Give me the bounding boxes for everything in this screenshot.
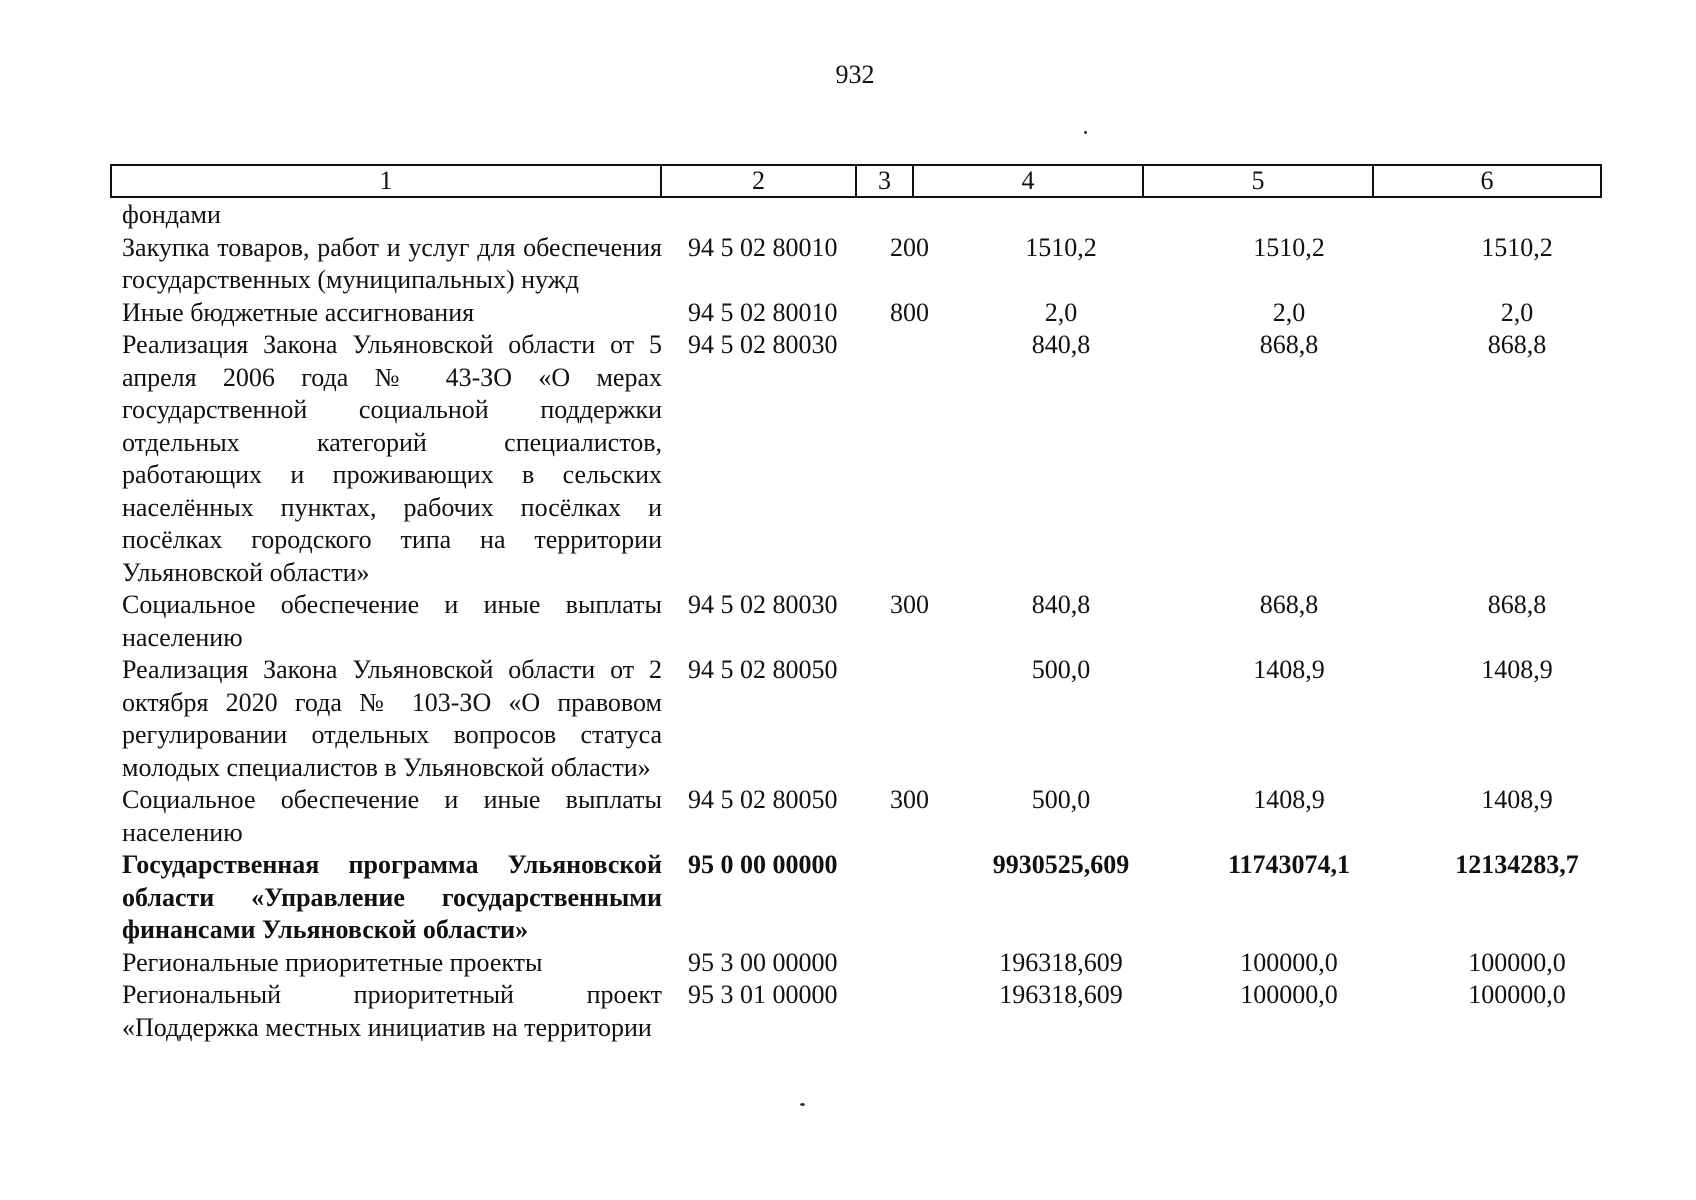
row-name: Региональные приоритетные проекты: [122, 947, 543, 977]
page-number: 932: [835, 60, 875, 89]
row-value-col4: 840,8: [1031, 590, 1091, 619]
row-value-col6: 100000,0: [1468, 980, 1566, 1009]
row-value-col6: 868,8: [1487, 330, 1547, 359]
row-code: 94 5 02 80050: [688, 655, 838, 684]
row-value-col6: 100000,0: [1468, 947, 1566, 977]
row-value-col4: 2,0: [1044, 297, 1078, 327]
table-row: [110, 199, 1631, 232]
table-row: [110, 297, 1631, 330]
column-header-3: 3: [856, 165, 913, 197]
row-expense-type: [884, 329, 947, 589]
row-code: 95 3 00 00000: [688, 947, 838, 977]
row-expense-type: 800: [890, 297, 929, 327]
row-value-col6: 2,0: [1500, 297, 1534, 327]
row-value-col5: 868,8: [1259, 330, 1319, 359]
row-code: 95 0 00 00000: [688, 850, 838, 879]
row-name: фондами: [122, 200, 221, 229]
row-expense-type: 200: [890, 232, 929, 262]
table-row: [110, 979, 1631, 1044]
row-value-col4: 840,8: [1031, 330, 1091, 359]
row-name: Закупка товаров, работ и услуг для обеспечения государственных (муниципальных) нужд: [122, 232, 662, 294]
table-row: [110, 589, 1631, 654]
row-code: 94 5 02 80050: [688, 785, 838, 814]
row-value-col4: 500,0: [1031, 655, 1091, 684]
row-name: Региональный приоритетный проект «Поддержка местных инициатив на территории: [122, 980, 662, 1042]
row-expense-type: [884, 979, 947, 1044]
table-row: [110, 849, 1631, 947]
row-value-col5: [1175, 199, 1403, 232]
row-name: Государственная программа Ульяновской области «Управление государственными финансами Ульяновской области»: [122, 850, 662, 944]
table-row: [110, 947, 1631, 980]
column-header-5: 5: [1143, 165, 1373, 197]
row-value-col6: 12134283,7: [1455, 850, 1579, 879]
row-value-col4: [947, 199, 1175, 232]
table-row: [110, 329, 1631, 589]
row-code: 94 5 02 80010: [688, 297, 838, 327]
row-name: Реализация Закона Ульяновской области от 5 апреля 2006 года № 43-ЗО «О мерах государственной социальной поддержки отдельных категорий специалистов, работающих и проживающих в сельских населённых пунктах, рабочих посёлках и посёлках городского типа на территории Ульяновской области»: [122, 330, 662, 587]
row-expense-type: 300: [890, 785, 929, 814]
row-value-col4: 196318,609: [999, 947, 1123, 977]
column-header-4: 4: [913, 165, 1143, 197]
column-header-table: [110, 164, 1602, 198]
row-value-col4: 500,0: [1031, 785, 1091, 814]
row-value-col5: 868,8: [1259, 590, 1319, 619]
row-expense-type: 300: [890, 590, 929, 619]
row-expense-type: [884, 947, 947, 980]
row-value-col6: 1510,2: [1481, 232, 1553, 262]
row-name: Социальное обеспечение и иные выплаты населению: [122, 785, 662, 847]
scan-speck: [1084, 131, 1087, 134]
column-header-1: 1: [111, 165, 661, 197]
row-expense-type: [884, 849, 947, 947]
scan-speck: [800, 1103, 805, 1106]
row-expense-type: [884, 654, 947, 784]
row-code: 94 5 02 80030: [688, 590, 838, 619]
table-row: [110, 232, 1631, 297]
row-expense-type: [884, 199, 947, 232]
row-value-col5: 1408,9: [1253, 655, 1325, 684]
row-value-col6: 1408,9: [1481, 655, 1553, 684]
row-value-col4: 1510,2: [1025, 232, 1097, 262]
row-code: [670, 199, 884, 232]
row-value-col5: 1510,2: [1253, 232, 1325, 262]
row-name: Реализация Закона Ульяновской области от 2 октября 2020 года № 103-ЗО «О правовом регулировании отдельных вопросов статуса молодых специалистов в Ульяновской области»: [122, 655, 662, 782]
row-value-col5: 1408,9: [1253, 785, 1325, 814]
row-value-col4: 9930525,609: [992, 850, 1130, 879]
row-name: Социальное обеспечение и иные выплаты населению: [122, 590, 662, 652]
budget-table-body: [110, 199, 1631, 1044]
column-header-2: 2: [661, 165, 856, 197]
column-header-row: [111, 165, 1601, 197]
row-value-col6: 868,8: [1487, 590, 1547, 619]
table-row: [110, 784, 1631, 849]
row-name: Иные бюджетные ассигнования: [122, 297, 475, 327]
row-value-col5: 100000,0: [1240, 980, 1338, 1009]
budget-table: [110, 199, 1631, 1044]
row-value-col5: 2,0: [1272, 297, 1306, 327]
table-row: [110, 654, 1631, 784]
row-value-col4: 196318,609: [999, 980, 1123, 1009]
column-header-6: 6: [1373, 165, 1601, 197]
row-value-col5: 11743074,1: [1227, 850, 1351, 879]
row-value-col6: 1408,9: [1481, 785, 1553, 814]
row-value-col5: 100000,0: [1240, 947, 1338, 977]
row-code: 94 5 02 80030: [688, 330, 838, 359]
row-code: 94 5 02 80010: [688, 232, 838, 262]
row-value-col6: [1403, 199, 1631, 232]
row-code: 95 3 01 00000: [688, 980, 838, 1009]
